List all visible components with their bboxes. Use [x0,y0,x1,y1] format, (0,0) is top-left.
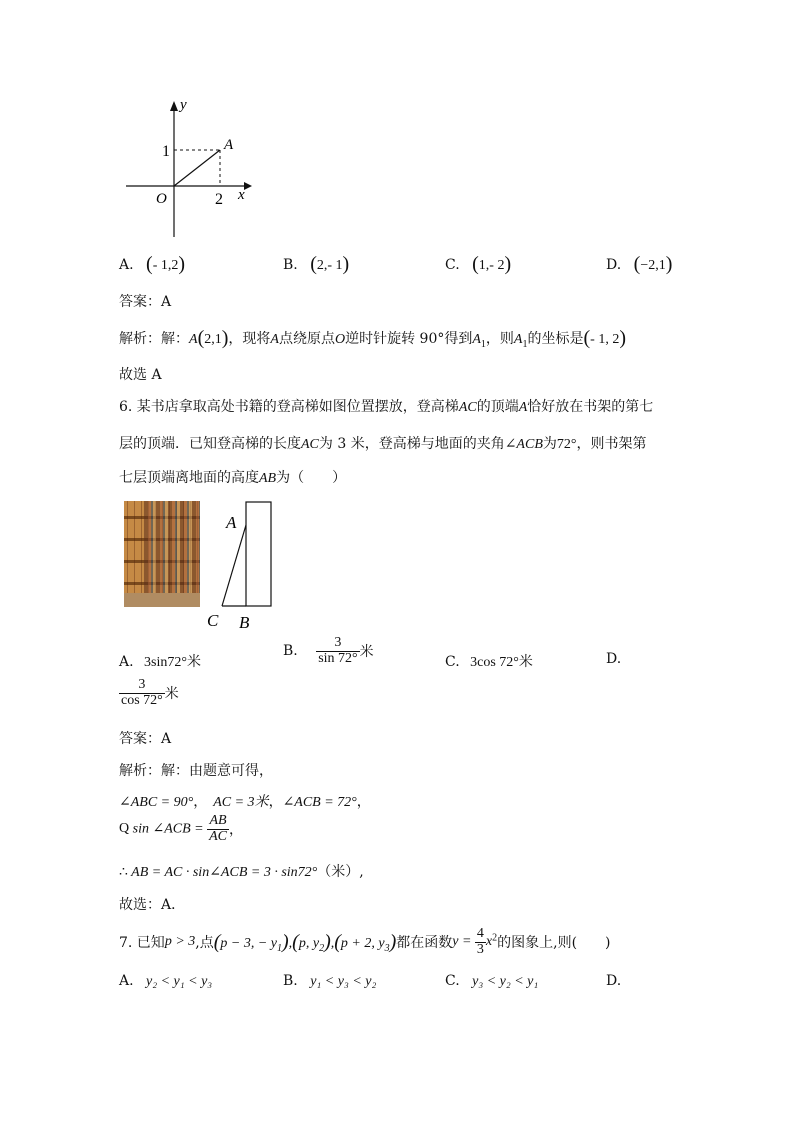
q5-result: - 1, 2 [590,332,620,347]
y-axis-arrow [170,101,178,111]
q7-point2-sub: 2 [319,942,325,954]
q6-ac2: AC [301,437,319,452]
q7-point3: p + 2, y [340,935,385,951]
q6-sin-num: AB [207,814,229,830]
q5-option-b-letter: B. [283,257,298,273]
q6-deg: 72° [556,437,577,452]
q5-text3: 逆时针旋转 90°得到 [345,331,473,347]
q7-func-lhs: y = [452,934,475,950]
q6-option-d-num: 3 [119,678,165,694]
q6-option-a-letter: A. [119,654,134,670]
y-axis-label: y [180,97,187,113]
q5-text5: 的坐标是 [527,331,584,347]
q7-cond: p > 3 [164,934,196,950]
q7-point3-sub: 3 [384,942,390,954]
q5-a1: A [472,332,481,347]
q6-sep: ， [356,795,371,810]
q6-option-b-num: 3 [316,636,359,652]
q6-analysis-line2 [119,791,371,811]
q6-sep: ， [193,795,208,810]
segment-OA [174,150,220,186]
q6-analysis-line4 [119,861,364,881]
q6-ab-expr: AB = AC · sin∠ACB = 3 · sin72° [127,865,318,880]
q5-option-d-value: −2,1 [640,258,666,273]
q7-option-b-expr: y₁ < y₃ < y₂ [310,974,377,989]
q6-analysis-line3 [119,814,243,844]
origin-label: O [156,191,167,207]
q6-text: 的顶端 [476,399,519,415]
q5-a1b: A [513,332,523,347]
q6-answer: 答案：A [119,731,172,747]
bookshelf-floor [124,593,200,607]
label-b: B [239,613,250,632]
q7-text: ,点 [195,935,214,952]
ladder-figure [200,495,290,635]
q6-line1 [119,396,653,416]
q6-option-c-unit: 米 [518,654,533,670]
q7-option-d[interactable] [606,973,621,989]
q7-option-d-letter: D. [606,973,622,989]
q6-angle-abc: ∠ABC = 90° [119,795,194,810]
q5-option-a-letter: A. [119,257,134,273]
q6-option-c[interactable] [445,651,533,671]
x-tick-label: 2 [215,191,223,208]
bookshelf-photo [124,501,200,607]
q6-line3 [119,467,346,487]
q7-func-den: 3 [476,941,484,957]
q7-stem: 7. 已知p > 3,点(p − 3, − $y_1),(p$, $y_2),(p + 2$, $y_3$)都在函数y = $\frac{4}{3}$ $x^2$的图象上,则( ) [119,926,611,957]
q5-text4: ，则 [485,331,514,347]
bookshelf-books [144,501,200,593]
q5-option-b[interactable]: B. (2,- 1) [283,253,350,275]
x-axis-arrow [244,182,252,190]
q7-func-fraction [475,927,486,957]
q7-point1-sub: 1 [277,942,282,954]
q6-text: 层的顶端．已知登高梯的长度 [119,436,301,452]
q6-option-b-letter: B. [283,643,298,660]
q6-option-d-letter: D. [606,651,622,667]
q5-option-c-value: 1,- 2 [478,258,505,273]
q7-func-exp: 2 [492,932,498,944]
q6-ac-eq: AC = 3米 [213,795,269,810]
q5-text2: 点绕原点 [278,331,335,347]
q6-line2 [119,433,646,453]
q6-option-b-fraction [316,636,359,666]
q6-option-a-text: 3sin72° [144,655,187,670]
q6-sin-fraction [207,814,229,844]
q7-text: 7. 已知 [119,935,165,952]
q5-text1: ，现将 [228,331,271,347]
ladder-line [222,525,246,606]
q6-unit: （米）, [317,864,364,880]
q5-answer: 答案：A [119,294,172,310]
q6-conclusion: 故选：A． [119,897,186,913]
q7-option-b-letter: B. [283,973,298,989]
bookshelf-rect [246,502,271,606]
q7-text: 都在函数 [396,935,453,952]
q5-conclusion: 故选 A [119,367,162,383]
x-axis-label: x [238,187,245,203]
q5-option-d-letter: D. [606,257,622,273]
q6-option-b[interactable] [283,636,374,666]
q6-option-d-value[interactable] [119,678,179,708]
q6-option-d-den: cos 72° [121,692,163,708]
q7-option-c-expr: y₃ < y₂ < y₁ [472,974,539,989]
q6-analysis-line1: 解析：解：由题意可得， [119,763,273,779]
q5-o: O [334,332,346,347]
q7-option-b[interactable] [283,973,376,990]
q6-angle: ∠ACB [504,437,543,452]
q7-option-a[interactable] [119,973,212,990]
q5-point-a: A [189,332,198,347]
q6-ab: AB [259,471,277,486]
label-c: C [207,611,219,630]
q7-text: 的图象上,则( ) [497,935,611,952]
q6-option-a[interactable] [119,651,201,671]
q6-text: 七层顶端离地面的高度 [119,470,259,486]
therefore-icon: ∴ [119,865,128,880]
q6-text: 为 [542,436,557,452]
q6-option-b-den: sin 72° [318,650,358,666]
q5-option-b-value: 2,- 1 [316,258,343,273]
q5-a1-sub: 1 [480,338,486,350]
q6-option-d[interactable] [606,651,621,667]
q7-option-a-letter: A. [119,973,134,989]
q5-analysis-prefix: 解析：解： [119,331,189,347]
q6-text: 6. 某书店拿取高处书籍的登高梯如图位置摆放，登高梯 [119,399,459,415]
q5-a: A [270,332,279,347]
q6-sin-part: sin ∠ACB = [129,821,208,837]
q6-q-symbol: Q [119,821,130,837]
q6-sep: ， [268,795,283,810]
q6-option-d-unit: 米 [164,686,179,703]
q5-option-d[interactable]: D. (−2,1) [606,253,673,275]
q6-option-a-unit: 米 [186,654,201,670]
q6-text: ，则书架第 [576,436,647,452]
q5-option-c[interactable]: C. (1,- 2) [445,253,512,275]
q6-sep: ， [228,823,243,839]
q6-option-d-fraction [119,678,165,708]
point-A-label: A [224,137,234,153]
q5-option-c-letter: C. [445,257,460,273]
q6-a: A [518,400,528,415]
q7-func-x: x [485,934,493,950]
coordinate-figure [120,95,260,243]
q6-text: 为（ ） [276,470,347,486]
label-a: A [226,513,237,532]
q6-angle-acb: ∠ACB = 72° [282,795,357,810]
q5-analysis: 解析：解：A(2,1)，现将A点绕原点O逆时针旋转 90°得到$A_1$，则$A_1$的坐标是(- 1, 2) [119,327,626,350]
q7-option-c-letter: C. [445,973,460,989]
q7-option-a-expr: y₂ < y₁ < y₃ [146,974,213,989]
q6-sin-den: AC [209,828,227,844]
q7-point2: p, y [298,935,320,951]
y-tick-label: 1 [162,143,170,160]
q6-text: 恰好放在书架的第七 [527,399,654,415]
q5-a1b-sub: 1 [522,338,528,350]
q6-option-c-text: 3cos 72° [470,655,519,670]
q5-option-a-value: - 1,2 [152,258,179,273]
q7-option-c[interactable] [445,973,538,990]
q6-text: 为 3 米，登高梯与地面的夹角 [318,436,505,452]
q7-func-num: 4 [476,926,484,941]
q6-option-c-letter: C. [445,654,460,670]
q6-option-b-unit: 米 [359,644,374,661]
q6-ac: AC [458,400,477,415]
q7-point1: p − 3, − y [220,935,277,951]
q5-option-a[interactable]: A. (- 1,2) [119,253,186,275]
q5-point-a-coords: 2,1 [204,332,222,347]
